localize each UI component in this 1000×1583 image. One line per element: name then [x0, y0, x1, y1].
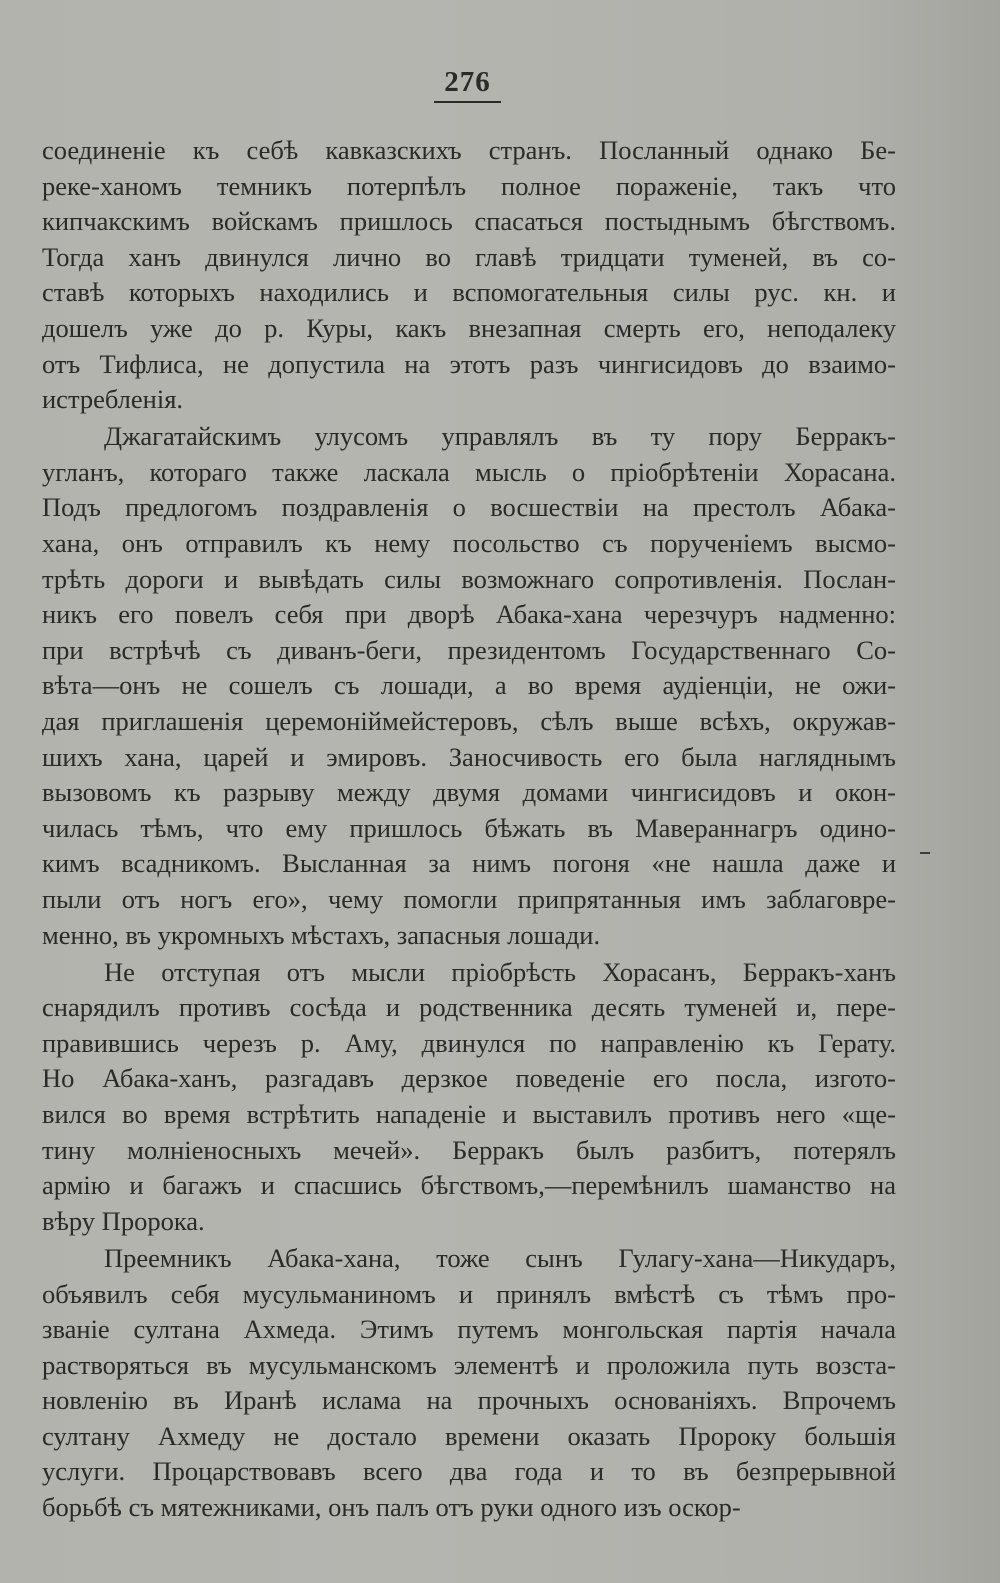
page-number-text: 276 — [434, 66, 501, 103]
text-line: султану Ахмеду не достало времени оказать Пророку большiя — [42, 1420, 896, 1451]
text-line: дошелъ уже до р. Куры, какъ внезапная смерть его, неподалеку — [42, 312, 896, 343]
body-text — [42, 133, 896, 1527]
text-line: Преемникъ Абака-хана, тоже сынъ Гулагу-хана—Никударъ, — [104, 1242, 896, 1273]
text-line: дая приглашенiя церемонiймейстеровъ, сѣлъ выше всѣхъ, окружав- — [42, 706, 896, 736]
text-line: Подъ предлогомъ поздравленiя о восшествiи на престолъ Абака- — [42, 492, 896, 523]
text-line: объявилъ себя мусульманиномъ и принялъ вмѣстѣ съ тѣмъ про- — [42, 1278, 896, 1309]
text-line: при встрѣчѣ съ диванъ-беги, президентомъ Государственнаго Со- — [42, 634, 896, 665]
text-line: вызовомъ къ разрыву между двумя домами чингисидовъ и окон- — [42, 777, 896, 808]
text-line: ставѣ которыхъ находились и вспомогательныя силы рус. кн. и — [42, 277, 896, 308]
text-line: реке-ханомъ темникъ потерпѣлъ полное пораженiе, такъ что — [42, 170, 896, 201]
text-line: угланъ, котораго также ласкала мысль о прiобрѣтенiи Хорасана. — [42, 456, 896, 487]
text-line: правившись черезъ р. Аму, двинулся по направленiю къ Герату. — [42, 1027, 896, 1058]
page-number — [0, 66, 935, 103]
paragraph — [42, 1241, 896, 1526]
paragraph — [42, 955, 896, 1240]
text-line: менно, въ укромныхъ мѣстахъ, запасныя лошади. — [42, 919, 601, 950]
text-line: новленiю въ Иранѣ ислама на прочныхъ основанiяхъ. Впрочемъ — [42, 1385, 896, 1416]
text-line: Но Абака-ханъ, разгадавъ дерзкое поведенiе его посла, изгото- — [42, 1063, 896, 1094]
text-line: кимъ всадникомъ. Высланная за нимъ погоня «не нашла даже и — [42, 848, 896, 879]
text-line: званiе султана Ахмеда. Этимъ путемъ монгольская партiя начала — [42, 1314, 896, 1345]
paragraph — [42, 133, 896, 418]
text-line: шихъ хана, царей и эмировъ. Заносчивость его была нагляднымъ — [42, 741, 896, 772]
text-line: тину молнiеносныхъ мечей». Берракъ былъ разбитъ, потерялъ — [42, 1134, 896, 1165]
text-line: чилась тѣмъ, что ему пришлось бѣжать въ Мавераннагръ одино- — [42, 812, 896, 843]
text-line: услуги. Процарствовавъ всего два года и то въ безпрерывной — [42, 1456, 896, 1487]
text-line: соединенiе къ себѣ кавказскихъ странъ. Посланный однако Бе- — [42, 135, 896, 165]
text-line: хана, онъ отправилъ къ нему посольство съ порученiемъ высмо- — [42, 528, 896, 559]
text-line: вѣта—онъ не сошелъ съ лошади, а во время аудiенцiи, не ожи- — [42, 670, 896, 701]
text-line: борьбѣ съ мятежниками, онъ палъ отъ руки одного изъ оскор- — [42, 1492, 741, 1523]
text-line: Не отступая отъ мысли прiобрѣсть Хорасанъ, Берракъ-ханъ — [104, 956, 896, 987]
text-line: растворяться въ мусульманскомъ элементѣ и проложила путь возста- — [42, 1349, 896, 1380]
paragraph — [42, 419, 896, 953]
text-line: армiю и багажъ и спасшись бѣгствомъ,—перемѣнилъ шаманство на — [42, 1170, 896, 1201]
text-line: пыли отъ ногъ его», чему помогли припрятанныя имъ заблаговре- — [42, 883, 896, 914]
text-line: трѣть дороги и вывѣдать силы возможнаго сопротивленiя. Послан- — [42, 563, 896, 594]
text-line: Тогда ханъ двинулся лично во главѣ тридцати туменей, въ со- — [42, 241, 896, 272]
margin-mark — [920, 852, 930, 854]
text-line: снарядилъ противъ сосѣда и родственника десять туменей и, пере- — [42, 992, 896, 1023]
text-line: никъ его повелъ себя при дворѣ Абака-хана черезчуръ надменно: — [42, 599, 896, 630]
text-line: кипчакскимъ войскамъ пришлось спасаться постыднымъ бѣгствомъ. — [42, 206, 896, 237]
text-line: вѣру Пророка. — [42, 1205, 205, 1236]
text-line: Джагатайскимъ улусомъ управлялъ въ ту пору Берракъ- — [104, 421, 896, 452]
text-line: истребленiя. — [42, 384, 184, 415]
text-line: вился во время встрѣтить нападенiе и выставилъ противъ него «ще- — [42, 1099, 896, 1130]
text-line: отъ Тифлиса, не допустила на этотъ разъ чингисидовъ до взаимо- — [42, 348, 896, 379]
